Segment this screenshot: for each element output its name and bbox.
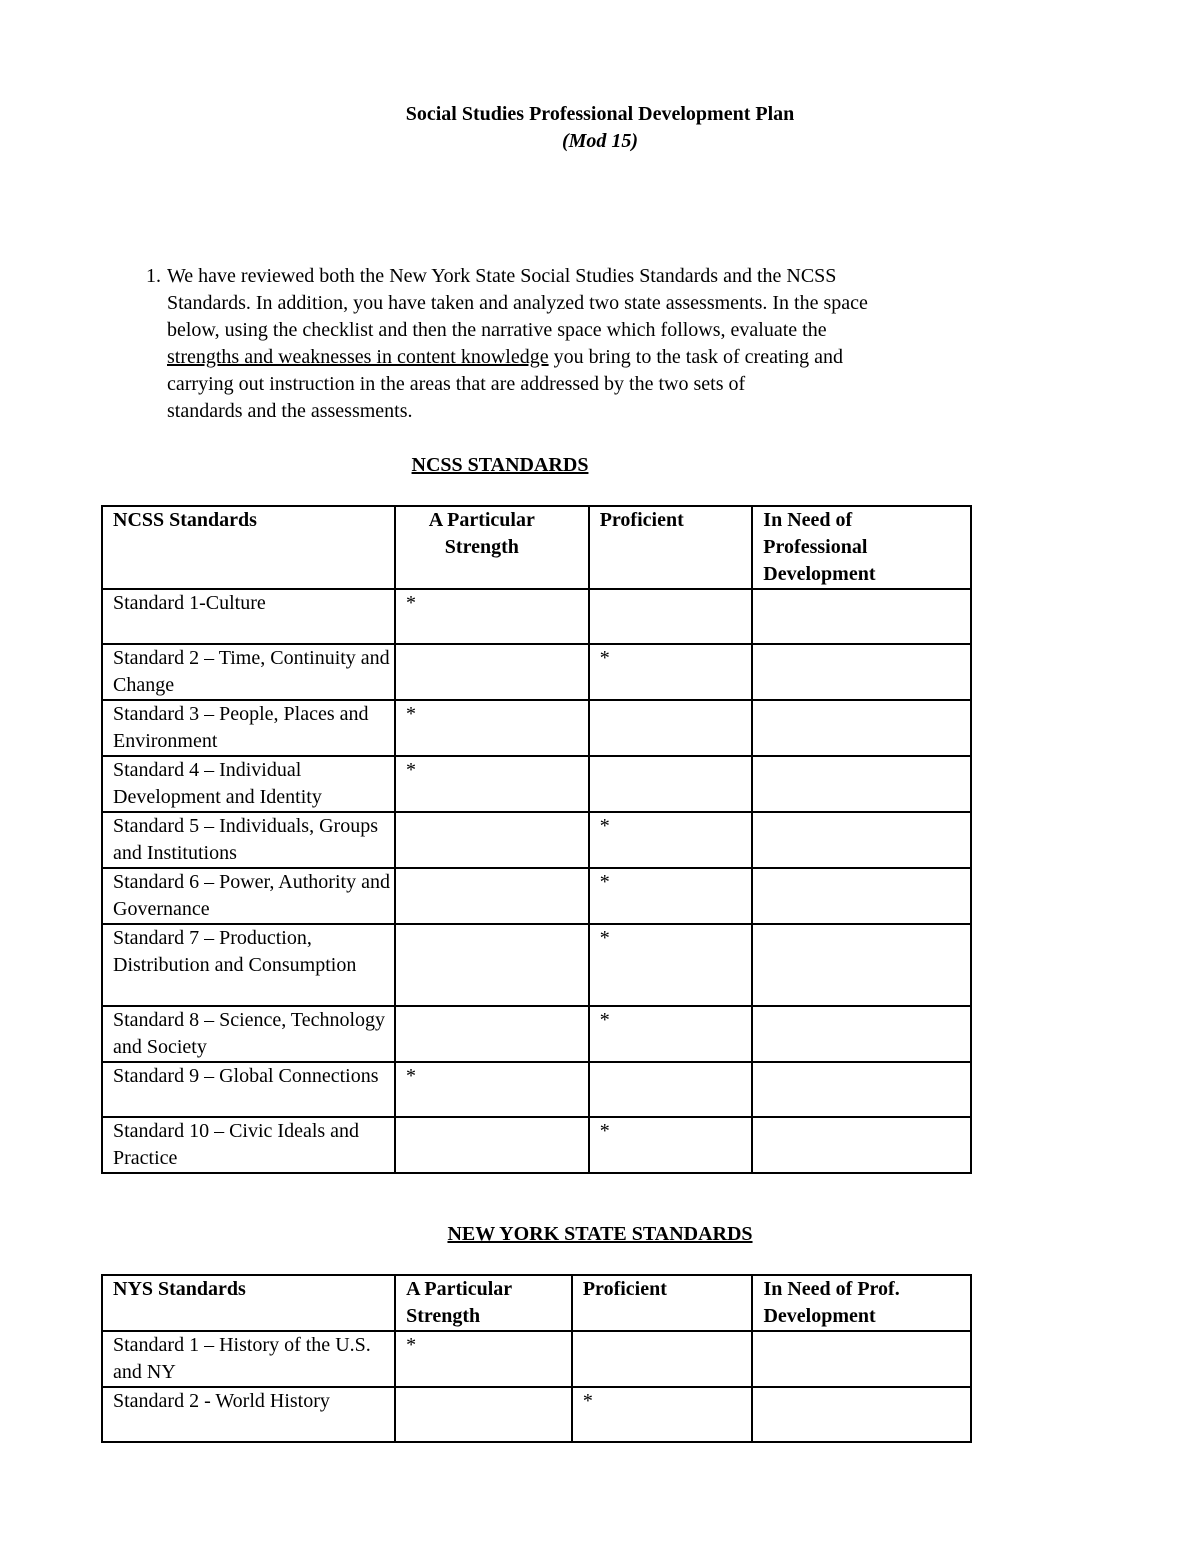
proficient-cell <box>589 700 753 756</box>
question-line-3: below, using the checklist and then the narrative space which follows, evaluate the <box>167 319 827 341</box>
nys-header-proficient: Proficient <box>572 1275 753 1331</box>
document-subtitle: (Mod 15) <box>561 130 639 152</box>
question-line-2: Standards. In addition, you have taken and analyzed two state assessments. In the space <box>167 292 868 314</box>
table-row <box>102 1117 971 1173</box>
table-row <box>102 1062 971 1117</box>
need-cell <box>752 644 971 700</box>
standard-cell: Standard 2 - World History <box>102 1387 395 1442</box>
ncss-header-standard: NCSS Standards <box>102 506 395 589</box>
table-row <box>102 700 971 756</box>
proficient-cell: * <box>589 1006 753 1062</box>
ncss-header-strength: A Particular Strength <box>395 506 589 589</box>
proficient-cell: * <box>589 644 753 700</box>
question-1 <box>146 263 1016 425</box>
table-row <box>102 589 971 644</box>
standard-cell: Standard 10 – Civic Ideals and Practice <box>102 1117 395 1173</box>
question-text-4: you bring to the task of creating and <box>548 346 843 368</box>
need-cell <box>752 868 971 924</box>
need-cell <box>752 1331 971 1387</box>
proficient-cell <box>589 589 753 644</box>
strength-cell: * <box>395 1062 589 1117</box>
question-line-1 <box>146 263 1016 290</box>
document-title: Social Studies Professional Development Plan <box>405 103 795 125</box>
proficient-cell: * <box>589 812 753 868</box>
standard-cell: Standard 3 – People, Places and Environment <box>102 700 395 756</box>
ncss-header-need: In Need of Professional Development <box>752 506 971 589</box>
need-cell <box>752 756 971 812</box>
nys-header-row <box>102 1275 971 1331</box>
standard-cell: Standard 5 – Individuals, Groups and Institutions <box>102 812 395 868</box>
need-cell <box>752 1387 971 1442</box>
question-line-5: carrying out instruction in the areas that are addressed by the two sets of <box>167 373 746 395</box>
ncss-heading: NCSS STANDARDS <box>411 454 589 476</box>
proficient-cell: * <box>589 924 753 1006</box>
proficient-cell: * <box>589 1117 753 1173</box>
question-text-1: We have reviewed both the New York State Social Studies Standards and the NCSS <box>167 265 837 287</box>
need-cell <box>752 589 971 644</box>
standard-cell: Standard 8 – Science, Technology and Society <box>102 1006 395 1062</box>
ncss-table <box>101 505 972 1174</box>
nys-header-standard: NYS Standards <box>102 1275 395 1331</box>
standard-cell: Standard 9 – Global Connections <box>102 1062 395 1117</box>
standard-cell: Standard 6 – Power, Authority and Governance <box>102 868 395 924</box>
strength-cell: * <box>395 1331 572 1387</box>
need-cell <box>752 700 971 756</box>
need-cell <box>752 1062 971 1117</box>
question-number: 1. <box>146 265 161 287</box>
table-row <box>102 1006 971 1062</box>
question-line-6: standards and the assessments. <box>167 400 413 422</box>
need-cell <box>752 924 971 1006</box>
table-row <box>102 1387 971 1442</box>
proficient-cell: * <box>589 868 753 924</box>
table-row <box>102 868 971 924</box>
nys-table <box>101 1274 972 1443</box>
standard-cell: Standard 4 – Individual Development and Identity <box>102 756 395 812</box>
table-row <box>102 644 971 700</box>
standard-cell: Standard 1 – History of the U.S. and NY <box>102 1331 395 1387</box>
strength-cell <box>395 868 589 924</box>
nys-header-strength: A Particular Strength <box>395 1275 572 1331</box>
proficient-cell <box>589 756 753 812</box>
strength-cell <box>395 812 589 868</box>
ncss-header-row <box>102 506 971 589</box>
nys-header-need: In Need of Prof. Development <box>752 1275 971 1331</box>
strength-cell <box>395 1387 572 1442</box>
need-cell <box>752 1117 971 1173</box>
proficient-cell <box>572 1331 753 1387</box>
strength-cell: * <box>395 700 589 756</box>
table-row <box>102 812 971 868</box>
proficient-cell <box>589 1062 753 1117</box>
strength-cell <box>395 644 589 700</box>
strength-cell: * <box>395 589 589 644</box>
standard-cell: Standard 7 – Production, Distribution and Consumption <box>102 924 395 1006</box>
strength-cell <box>395 924 589 1006</box>
ncss-header-proficient: Proficient <box>589 506 753 589</box>
underlined-phrase: strengths and weaknesses in content knowledge <box>167 346 549 368</box>
proficient-cell: * <box>572 1387 753 1442</box>
need-cell <box>752 1006 971 1062</box>
table-row <box>102 756 971 812</box>
standard-cell: Standard 2 – Time, Continuity and Change <box>102 644 395 700</box>
strength-cell <box>395 1117 589 1173</box>
question-line-4 <box>146 344 1016 371</box>
strength-cell: * <box>395 756 589 812</box>
need-cell <box>752 812 971 868</box>
strength-cell <box>395 1006 589 1062</box>
nys-heading: NEW YORK STATE STANDARDS <box>447 1223 753 1245</box>
table-row <box>102 924 971 1006</box>
table-row <box>102 1331 971 1387</box>
standard-cell: Standard 1-Culture <box>102 589 395 644</box>
